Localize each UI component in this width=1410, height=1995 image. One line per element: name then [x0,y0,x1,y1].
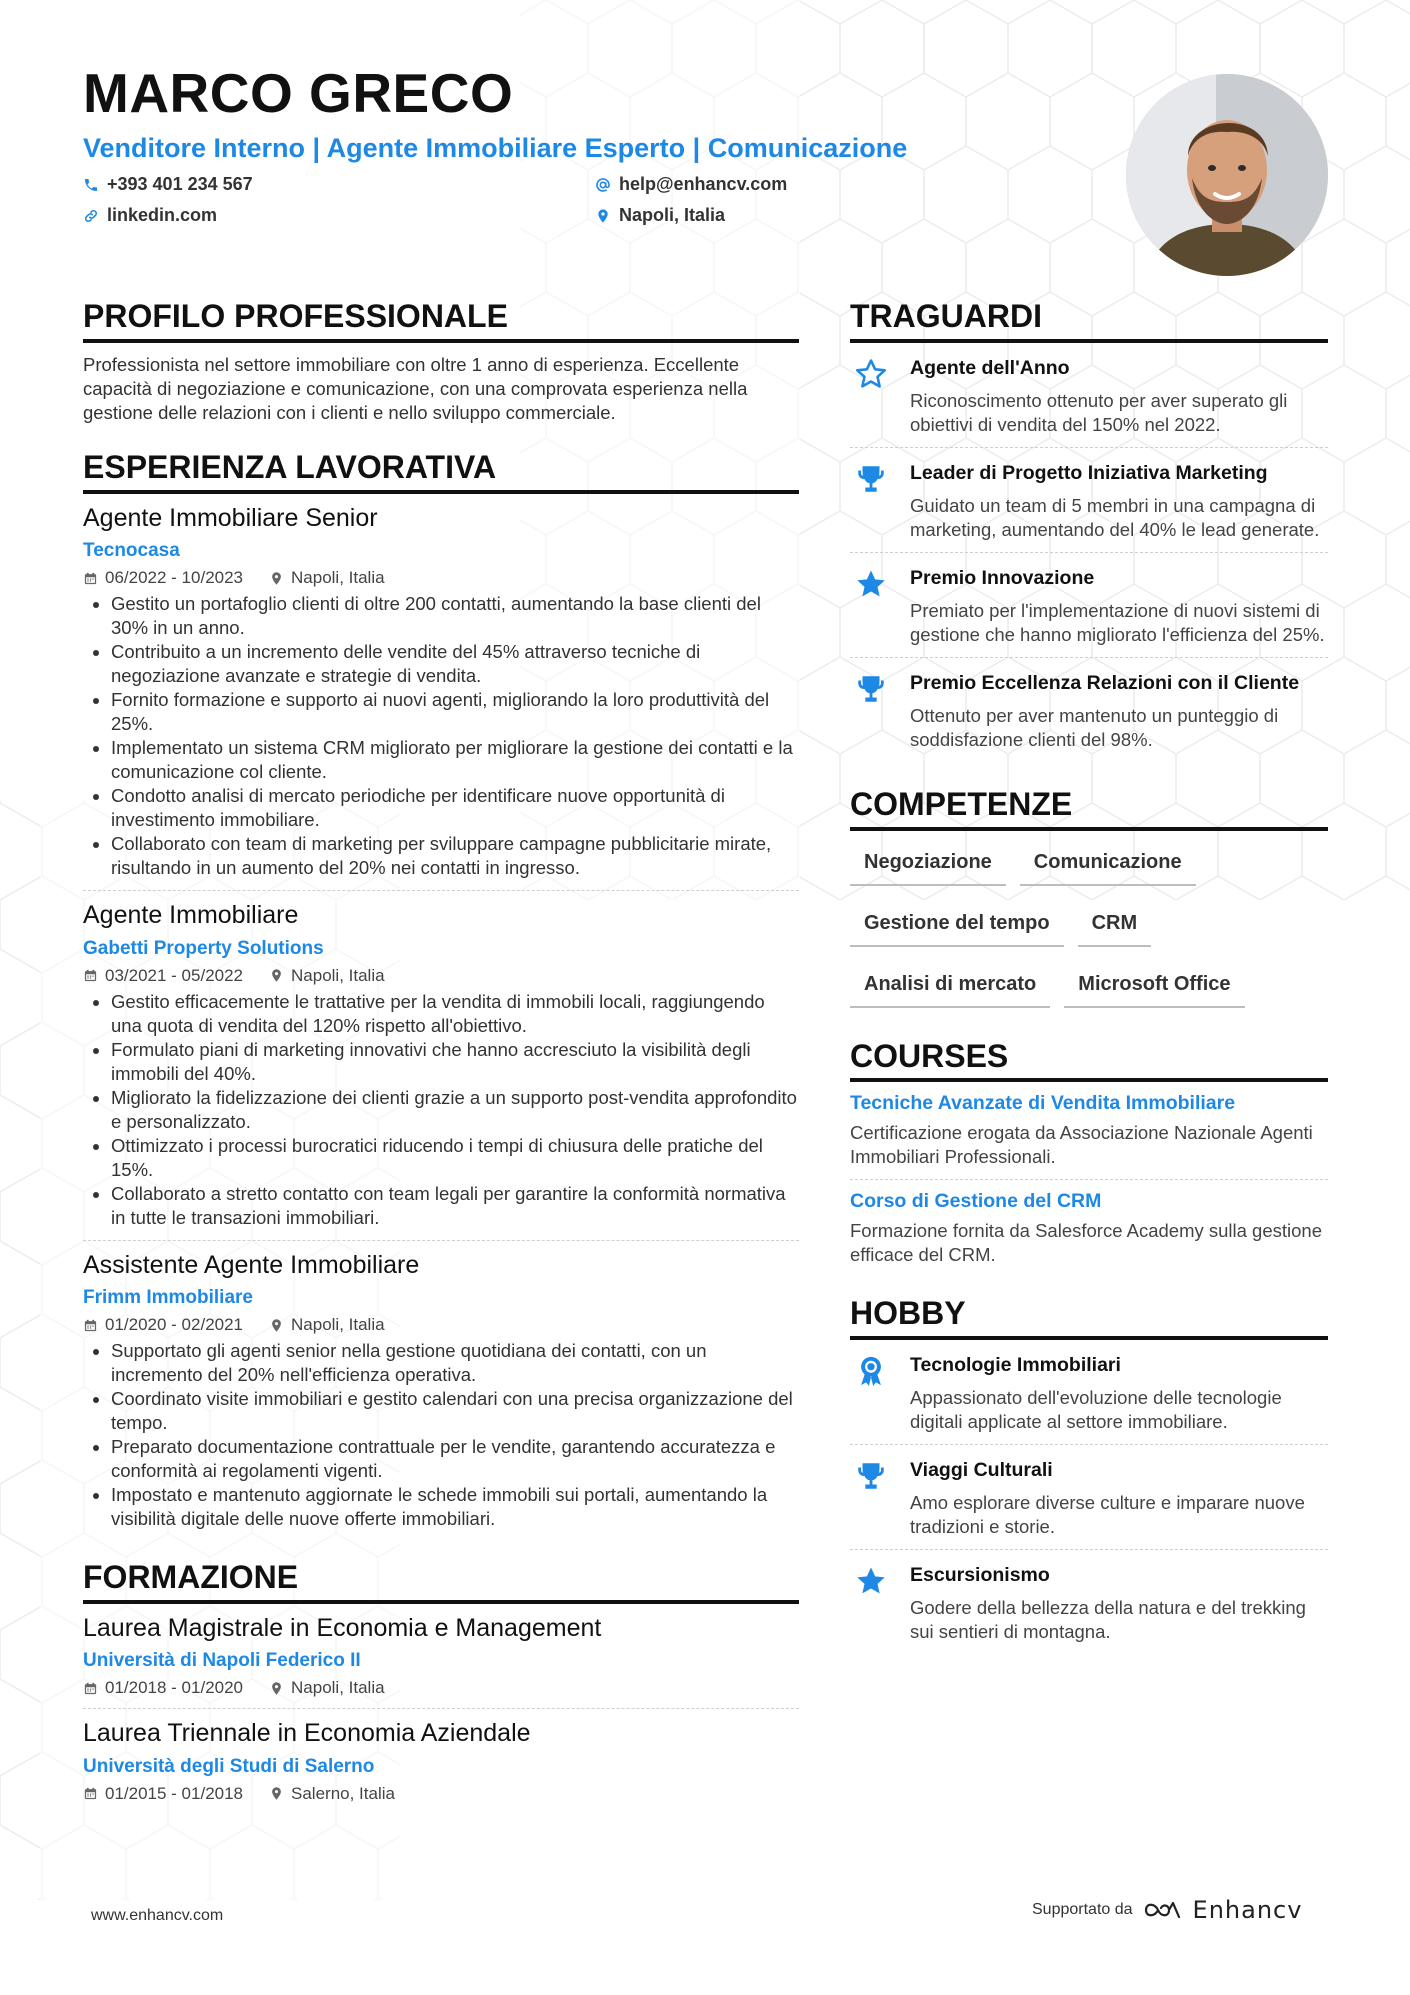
item-title: Premio Innovazione [910,566,1095,589]
date-location-row [83,1678,799,1698]
hobby-item [850,1340,1328,1445]
calendar-icon [83,1318,98,1333]
profile-section [83,298,799,425]
company-name[interactable]: Gabetti Property Solutions [83,937,324,959]
achievement-bullets [83,990,799,1230]
icon-wrapper [850,1562,892,1644]
date-text: 01/2015 - 01/2018 [105,1783,244,1803]
bullet-item: • Condotto analisi di mercato periodiche per identificare nuove opportunità di investimento immobiliare. [111,784,799,832]
item-description: Riconoscimento ottenuto per aver superato gli obiettivi di vendita del 150% nel 2022. [910,389,1288,435]
phone-icon [83,177,99,193]
company-name[interactable]: Frimm Immobiliare [83,1287,253,1309]
icon-wrapper [850,565,892,647]
at-icon [595,177,611,193]
date-range [83,1678,243,1698]
location-pin-icon [269,968,284,983]
calendar-icon [83,1786,98,1801]
footer-branding [1032,1896,1302,1924]
star-icon [854,1564,888,1598]
hobbies-list [850,1340,1328,1654]
experience-item [83,899,799,1241]
hobbies-section [850,1295,1328,1654]
location-pin-icon [269,571,284,586]
bullet-item: • Gestito efficacemente le trattative per la vendita di immobili locali, raggiungendo una quota di vendita del 120% rispetto all'obiettivo. [111,990,799,1038]
bullet-item: • Contribuito a un incremento delle vendite del 45% attraverso tecniche di negoziazione avanzate e strategie di vendita. [111,640,799,688]
bullet-item: • Migliorato la fidelizzazione dei clienti grazie a un supporto post-vendita approfondito e personalizzato. [111,1086,799,1134]
location [269,568,385,588]
education-list [83,1612,799,1814]
courses-list [850,1082,1328,1277]
date-location-row [83,1315,799,1335]
calendar-icon [83,968,98,983]
item-description: Premiato per l'implementazione di nuovi sistemi di gestione che hanno migliorato l'efficienza del 25%. [910,599,1325,645]
skills-section [850,786,1328,1020]
section-title-education: FORMAZIONE [83,1559,799,1604]
enhancv-logo-icon [1143,1899,1183,1921]
location-pin-icon [269,1786,284,1801]
star-icon [854,567,888,601]
date-range [83,568,243,588]
contact-info [83,174,1083,226]
skill-tag: Microsoft Office [1064,959,1244,1008]
brand-name: Enhancv [1192,1896,1303,1924]
contact-phone [83,174,595,195]
item-body [910,565,1328,647]
skill-tag: Gestione del tempo [850,898,1064,947]
item-body [910,460,1328,542]
company-name[interactable]: Tecnocasa [83,540,180,562]
achievement-item [850,658,1328,762]
contact-location [595,205,995,226]
skill-tag: Analisi di mercato [850,959,1050,1008]
location [269,1315,385,1335]
date-text: 03/2021 - 05/2022 [105,965,244,985]
icon-wrapper [850,460,892,542]
item-title: Agente dell'Anno [910,356,1070,379]
job-title: Assistente Agente Immobiliare [83,1250,420,1279]
location [269,1784,395,1804]
location-text: Napoli, Italia [291,965,385,985]
location [269,966,385,986]
date-text: 01/2018 - 01/2020 [105,1678,244,1698]
icon-wrapper [850,1457,892,1539]
experience-item [83,1249,799,1542]
date-location-row [83,568,799,588]
linkedin-text: linkedin.com [107,205,218,225]
degree-title: Laurea Magistrale in Economia e Management [83,1613,602,1642]
achievements-section [850,298,1328,762]
section-title-profile: PROFILO PROFESSIONALE [83,298,799,343]
date-location-row [83,1784,799,1804]
phone-text: +393 401 234 567 [107,174,253,194]
courses-section [850,1038,1328,1278]
section-title-courses: COURSES [850,1038,1328,1083]
experience-list [83,502,799,1542]
location-pin-icon [595,208,611,224]
profile-photo [1126,74,1328,276]
education-item [83,1612,799,1710]
item-title: Escursionismo [910,1564,1050,1587]
bullet-item: • Fornito formazione e supporto ai nuovi agenti, migliorando la loro produttività del 25%. [111,688,799,736]
skill-tag: CRM [1078,898,1152,947]
experience-section [83,449,799,1541]
skills-list [850,837,1328,1020]
date-location-row [83,966,799,986]
footer-website[interactable]: www.enhancv.com [91,1907,224,1924]
contact-linkedin[interactable] [83,205,595,226]
location-text: Napoli, Italia [619,205,726,225]
job-title: Agente Immobiliare Senior [83,503,378,532]
star-outline-icon [854,357,888,391]
item-body [910,1457,1328,1539]
course-item [850,1082,1328,1180]
section-title-hobbies: HOBBY [850,1295,1328,1340]
bullet-item: • Collaborato con team di marketing per sviluppare campagne pubblicitarie mirate, risultando in un aumento del 20% nei contatti in ingresso. [111,832,799,880]
job-title: Agente Immobiliare [83,901,299,930]
icon-wrapper [850,670,892,752]
achievement-item [850,343,1328,448]
icon-wrapper [850,1352,892,1434]
achievement-bullets [83,1339,799,1531]
left-column [83,298,799,1822]
skill-tag: Comunicazione [1020,837,1196,886]
powered-by-label: Supportato da [1032,1901,1133,1918]
date-range [83,1315,243,1335]
bullet-item: • Ottimizzato i processi burocratici riducendo i tempi di chiusura delle pratiche del 15%. [111,1134,799,1182]
link-icon [83,208,99,224]
bullet-item: • Collaborato a stretto contatto con team legali per garantire la conformità normativa in tutte le transazioni immobiliari. [111,1182,799,1230]
date-text: 01/2020 - 02/2021 [105,1315,244,1335]
bullet-item: • Gestito un portafoglio clienti di oltre 200 contatti, aumentando la base clienti del 30% in un anno. [111,592,799,640]
candidate-tagline: Venditore Interno | Agente Immobiliare Esperto | Comunicazione [83,133,908,163]
item-description: Guidato un team di 5 membri in una campagna di marketing, aumentando del 40% le lead generate. [910,494,1320,540]
profile-summary: Professionista nel settore immobiliare con oltre 1 anno di esperienza. Eccellente capacità di negoziazione e comunicazione, con una comprovata esperienza nella gestione delle relazioni con i clienti e nello sviluppo commerciale. [83,353,748,423]
item-body [910,1562,1328,1644]
bullet-item: • Supportato gli agenti senior nella gestione quotidiana dei contatti, con un incremento del 20% nell'efficienza operativa. [111,1339,799,1387]
course-title[interactable]: Corso di Gestione del CRM [850,1190,1102,1213]
section-title-achievements: TRAGUARDI [850,298,1328,343]
item-body [910,670,1328,752]
education-item [83,1717,799,1814]
bullet-item: • Preparato documentazione contrattuale per le vendite, garantendo accuratezza e conformità ai regolamenti vigenti. [111,1435,799,1483]
location-pin-icon [269,1318,284,1333]
course-item [850,1180,1328,1277]
achievements-list [850,343,1328,762]
item-title: Viaggi Culturali [910,1459,1053,1482]
course-description: Formazione fornita da Salesforce Academy sulla gestione efficace del CRM. [850,1220,1323,1266]
item-title: Tecnologie Immobiliari [910,1354,1121,1377]
education-section [83,1559,799,1814]
item-title: Leader di Progetto Iniziativa Marketing [910,461,1268,484]
calendar-icon [83,571,98,586]
skill-tag: Negoziazione [850,837,1006,886]
right-column [850,298,1328,1654]
trophy-icon [854,1459,888,1493]
date-range [83,1784,243,1804]
item-title: Premio Eccellenza Relazioni con il Cliente [910,671,1300,694]
school-name[interactable]: Università di Napoli Federico II [83,1650,361,1672]
hobby-item [850,1445,1328,1550]
medal-icon [854,1354,888,1388]
bullet-item: • Implementato un sistema CRM migliorato per migliorare la gestione dei contatti e la comunicazione col cliente. [111,736,799,784]
contact-email[interactable] [595,174,995,195]
location-text: Napoli, Italia [291,568,385,588]
trophy-icon [854,672,888,706]
school-name[interactable]: Università degli Studi di Salerno [83,1755,375,1777]
achievement-item [850,553,1328,658]
location-text: Napoli, Italia [291,1315,385,1335]
course-title[interactable]: Tecniche Avanzate di Vendita Immobiliare [850,1092,1236,1115]
date-range [83,966,243,986]
date-text: 06/2022 - 10/2023 [105,568,244,588]
icon-wrapper [850,355,892,437]
candidate-name: MARCO GRECO [83,62,514,124]
location [269,1678,385,1698]
calendar-icon [83,1681,98,1696]
achievement-bullets [83,592,799,880]
location-text: Salerno, Italia [291,1783,395,1803]
item-body [910,355,1328,437]
location-text: Napoli, Italia [291,1678,385,1698]
email-text: help@enhancv.com [619,174,788,194]
resume-header [83,62,1083,226]
avatar-illustration [1126,74,1328,276]
section-title-skills: COMPETENZE [850,786,1328,831]
hobby-item [850,1550,1328,1654]
experience-item [83,502,799,892]
bullet-item: • Formulato piani di marketing innovativi che hanno accresciuto la visibilità degli immobili del 40%. [111,1038,799,1086]
section-title-experience: ESPERIENZA LAVORATIVA [83,449,799,494]
achievement-item [850,448,1328,553]
item-description: Appassionato dell'evoluzione delle tecnologie digitali applicate al settore immobiliare. [910,1387,1282,1433]
bullet-item: • Impostato e mantenuto aggiornate le schede immobili sui portali, aumentando la visibilità digitale delle nuove offerte immobiliari. [111,1483,799,1531]
item-body [910,1352,1328,1434]
location-pin-icon [269,1681,284,1696]
course-description: Certificazione erogata da Associazione Nazionale Agenti Immobiliari Professionali. [850,1122,1313,1168]
item-description: Ottenuto per aver mantenuto un punteggio di soddisfazione clienti del 98%. [910,704,1279,750]
item-description: Amo esplorare diverse culture e imparare nuove tradizioni e storie. [910,1492,1305,1538]
bullet-item: • Coordinato visite immobiliari e gestito calendari con una precisa organizzazione del tempo. [111,1387,799,1435]
item-description: Godere della bellezza della natura e del trekking sui sentieri di montagna. [910,1597,1306,1643]
degree-title: Laurea Triennale in Economia Aziendale [83,1719,531,1748]
trophy-icon [854,462,888,496]
